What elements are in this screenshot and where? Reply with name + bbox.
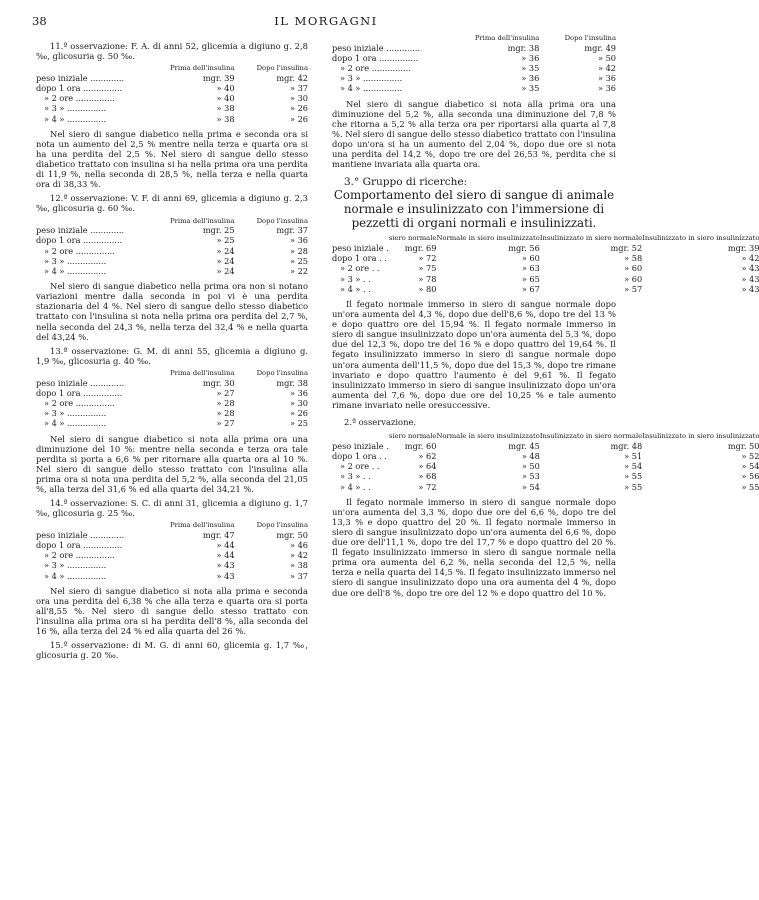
cell: mgr. 56 [508, 242, 540, 253]
row-label: dopo 1 ora . . [332, 450, 387, 461]
observation-text: Nel siero di sangue diabetico si nota alla prima ora una diminuzione del 5,2 %, alla seconda una diminuzione del 7,8 % che ritorna a 5,2 % alla terza ora per riportarsi alla quarta al 7,8 %. Nel siero di sangue dello stesso diabetico trattato con l'insulina dopo un'ora si ha un aumento del 2,04 %, dopo due ore si nota una perdita del 14,2 %, dopo tre ore del 26,53 %, perdita che si mantiene invariata alla quarta ora. [332, 98, 616, 170]
cell: mgr. 60 [404, 440, 437, 451]
cell: » 75 [418, 263, 437, 274]
table-row [332, 253, 759, 263]
cell: mgr. 50 [727, 440, 759, 451]
right-column [332, 34, 759, 602]
table-row [36, 378, 308, 388]
cell: » 27 [216, 418, 235, 429]
cell: » 64 [418, 461, 437, 472]
cell: » 50 [597, 52, 616, 63]
cell: » 55 [624, 481, 643, 492]
row-label: » 3 » ............... [44, 255, 107, 266]
cell: mgr. 50 [276, 529, 308, 540]
row-label: » 3 » ............... [44, 408, 107, 419]
table-row [332, 243, 759, 253]
table-header-row [36, 522, 308, 530]
observation-table [36, 522, 308, 581]
cell: » 30 [289, 397, 308, 408]
row-label: » 4 » ............... [44, 418, 107, 429]
cell: » 37 [289, 82, 308, 93]
cell: » 68 [418, 471, 437, 482]
row-label: peso iniziale ............. [36, 377, 125, 388]
row-label: » 4 » ............... [340, 83, 403, 94]
table-row [36, 530, 308, 540]
cell: » 36 [597, 73, 616, 84]
cell: » 25 [216, 235, 235, 246]
observation-text: Nel siero di sangue diabetico nella prima ora non si notano variazioni mentre dalla seconda in poi vi è una perdita stazionaria del 4 %. Nel siero di sangue dello stesso diabetico trattato con l'insulina si nota nella prima ora perdita del 2,7 %, nella seconda del 24,3 %, nella terza del 32,4 % e nella quarta del 43,24 %. [36, 281, 308, 342]
cell: » 58 [624, 253, 643, 264]
row-label: » 4 » . . [340, 481, 371, 492]
row-label: dopo 1 ora ............... [36, 387, 123, 398]
observation-table [36, 65, 308, 124]
table-row [332, 83, 616, 93]
running-title: IL MORGAGNI [274, 14, 378, 28]
cell: » 40 [216, 82, 235, 93]
cell: » 26 [289, 408, 308, 419]
cell: » 22 [289, 265, 308, 276]
row-label: » 2 ore . . [340, 461, 380, 472]
table-row [36, 571, 308, 581]
cell: » 56 [741, 471, 759, 482]
table-row [36, 560, 308, 570]
col-header-siero-normale: siero normale [388, 234, 437, 243]
table-row [36, 398, 308, 408]
cell: mgr. 47 [202, 529, 235, 540]
page-number: 38 [32, 14, 47, 28]
observation-heading: 13.ª osservazione: G. M. di anni 55, glicemia a digiuno g. 1,9 ‰, glicosuria g. 40 ‰. [36, 345, 308, 366]
col-header-normale-insulinizzato: Normale in siero insulinizzato [436, 432, 540, 441]
table-row [36, 73, 308, 83]
col-header-dopo: Dopo l'insulina [256, 216, 308, 225]
cell: mgr. 39 [202, 72, 235, 83]
left-column [36, 41, 308, 665]
col-header-prima: Prima dell'insulina [474, 34, 540, 42]
col-header-prima: Prima dell'insulina [170, 216, 235, 225]
observation-table [36, 218, 308, 277]
cell: » 28 [216, 408, 235, 419]
table-row [36, 83, 308, 93]
table-row [36, 388, 308, 398]
cell: mgr. 38 [507, 42, 540, 53]
cell: » 54 [624, 461, 643, 472]
row-label: peso iniziale ............. [36, 225, 125, 236]
section-title: 3.° Gruppo di ricerche: [344, 176, 468, 189]
cell: mgr. 69 [404, 242, 437, 253]
row-label: dopo 1 ora ............... [36, 235, 123, 246]
col-header-siero-normale: siero normale [388, 432, 437, 441]
table-header-row [36, 370, 308, 378]
col-header-insul-normale: Insulinizzato in siero normale [539, 234, 643, 243]
cell: » 62 [418, 450, 437, 461]
table-row [332, 284, 759, 294]
cell: » 28 [289, 245, 308, 256]
table-row [36, 225, 308, 235]
cell: » 24 [216, 245, 235, 256]
observation-table [332, 35, 616, 94]
cell: » 43 [741, 263, 759, 274]
section-subtitle-text: Comportamento del siero di sangue di animale normale e insulinizzato con l'immersione di pezzetti di organi normali e insulinizzati. [333, 188, 615, 231]
table-row [36, 550, 308, 560]
row-label: » 2 ore ............... [44, 550, 115, 561]
cell: » 28 [216, 397, 235, 408]
row-label: dopo 1 ora ............... [332, 52, 419, 63]
cell: » 25 [289, 418, 308, 429]
cell: » 53 [521, 471, 540, 482]
table-header-row [36, 218, 308, 226]
cell: » 38 [216, 113, 235, 124]
table-row [332, 43, 616, 53]
cell: » 78 [418, 273, 437, 284]
cell: » 48 [521, 450, 540, 461]
observation-table [36, 370, 308, 429]
table-row [332, 482, 759, 492]
cell: mgr. 25 [202, 225, 235, 236]
table-row [36, 408, 308, 418]
col-header-dopo: Dopo l'insulina [256, 368, 308, 377]
row-label: » 3 » ............... [340, 73, 403, 84]
row-label: dopo 1 ora . . [332, 253, 387, 264]
cell: » 80 [418, 283, 437, 294]
col-header-insul-insulinizzato: Insulinizzato in siero insulinizzato [642, 234, 759, 243]
row-label: peso iniziale ............. [36, 529, 125, 540]
table-row [332, 274, 759, 284]
cell: » 54 [741, 461, 759, 472]
cell: » 60 [521, 253, 540, 264]
cell: » 55 [624, 471, 643, 482]
observation-text: Nel siero di sangue diabetico si nota alla prima e seconda ora una perdita del 6,38 % che alla terza e quarta ora si porta all'8,55 %. Nel siero di sangue dello stesso trattato con l'insulina alla prima ora si ha perdita dell'8 %, alla seconda del 16 %, alla terza del 24 % ed alla quarta del 26 %. [36, 585, 308, 637]
cell: mgr. 49 [584, 42, 616, 53]
cell: » 60 [624, 273, 643, 284]
col-header-dopo: Dopo l'insulina [564, 34, 616, 42]
col-header-dopo: Dopo l'insulina [256, 64, 308, 73]
cell: » 72 [418, 481, 437, 492]
cell: » 65 [521, 273, 540, 284]
observation-2-heading: 2.ª osservazione. [344, 417, 417, 427]
row-label: » 2 ore ............... [44, 93, 115, 104]
cell: mgr. 39 [727, 242, 759, 253]
cell: » 67 [521, 283, 540, 294]
cell: » 27 [216, 387, 235, 398]
table-row [332, 471, 759, 481]
cell: » 52 [741, 450, 759, 461]
col-header-insul-normale: Insulinizzato in siero normale [539, 432, 643, 441]
row-label: » 3 » . . [340, 471, 371, 482]
row-label: peso iniziale . [332, 242, 389, 253]
cell: » 24 [216, 265, 235, 276]
table-row [36, 540, 308, 550]
cell: » 43 [741, 273, 759, 284]
table-row [332, 53, 616, 63]
cell: mgr. 48 [610, 440, 643, 451]
table-row [36, 93, 308, 103]
observation-heading: 15.ª osservazione: di M. G. di anni 60, glicemia g. 1,7 ‰, glicosuria g. 20 ‰. [36, 640, 308, 661]
cell: » 36 [597, 83, 616, 94]
cell: » 50 [521, 461, 540, 472]
table-row [332, 451, 759, 461]
table-header-row [332, 433, 759, 441]
table-row [332, 441, 759, 451]
cell: » 38 [216, 103, 235, 114]
cell: » 26 [289, 103, 308, 114]
cell: » 55 [741, 481, 759, 492]
cell: mgr. 52 [610, 242, 643, 253]
row-label: » 4 » ............... [44, 113, 107, 124]
cell: » 36 [521, 73, 540, 84]
cell: » 43 [741, 283, 759, 294]
cell: » 42 [597, 63, 616, 73]
table-row [332, 263, 759, 273]
group-text-1: Il fegato normale immerso in siero di sangue normale dopo un'ora aumenta del 4,3 %, dopo due dell'8,6 %, dopo tre del 13 % e dopo quattro ore del 15,94 %. Il fegato normale immerso in siero di sangue insulinizzato dopo un'ora aumenta del 5,3 %, dopo due del 12,3 %, dopo tre del 16 % e dopo quattro del 19,64 %. Il fegato insulinizzato immerso in siero di sangue normale dopo un'ora aumenta dell'11,5 %, dopo due del 15,3 %, dopo tre rimane invariato e dopo quattro l'aumento è del 9,61 %. Il fegato insulinizzato immerso in siero di sangue insulinizzato dopo un'ora aumenta del 7,6 %, dopo due ore del 10,25 % e tale aumento rimane invariato nelle oresuccessive. [332, 298, 616, 410]
table-row [36, 418, 308, 428]
table-row [36, 266, 308, 276]
section-subtitle [332, 188, 616, 230]
cell: » 44 [216, 550, 235, 561]
observation-heading: 14.ª osservazione: S. C. di anni 31, glicemia a digiuno g. 1,7 ‰, glicosuria g. 25 ‰. [36, 498, 308, 519]
row-label: » 2 ore ............... [44, 245, 115, 256]
cell: mgr. 38 [276, 377, 308, 388]
table-header-row [332, 235, 759, 243]
cell: » 35 [521, 63, 540, 73]
col-header-dopo: Dopo l'insulina [256, 521, 308, 530]
group-text-2: Il fegato normale immerso in siero di sangue normale dopo un'ora aumenta del 3,3 %, dopo due ore del 6,6 %, dopo tre del 13,3 % e dopo quattro del 20 %. Il fegato normale immerso in siero di sangue insulinizzato dopo un'ora aumenta del 6,6 %, dopo due ore dell'11,1 %, dopo tre del 17,7 % e dopo quattro del 20 %. Il fegato insulinizzato immerso in siero di sangue normale nella prima ora aumenta del 6,2 %, nella seconda del 12,5 %, nella terza e nella quarta del 14,5 %. Il fegato insulinizzato immerso nel siero di sangue insulinizzato dopo una ora aumenta del 4 %, dopo due ore dell'8 %, dopo tre ore del 12 % e dopo quattro del 10 %. [332, 496, 616, 598]
cell: » 43 [216, 570, 235, 581]
table-row [36, 235, 308, 245]
row-label: » 4 » . . [340, 283, 371, 294]
row-label: » 4 » ............... [44, 570, 107, 581]
row-label: peso iniziale ............. [332, 42, 421, 53]
table-row [36, 256, 308, 266]
col-header-prima: Prima dell'insulina [170, 64, 235, 73]
cell: mgr. 42 [276, 72, 308, 83]
cell: » 54 [521, 481, 540, 492]
col-header-prima: Prima dell'insulina [170, 521, 235, 530]
table-row [36, 103, 308, 113]
cell: » 25 [289, 255, 308, 266]
table-row [332, 73, 616, 83]
col-header-normale-insulinizzato: Normale in siero insulinizzato [436, 234, 540, 243]
cell: » 44 [216, 540, 235, 551]
cell: mgr. 37 [276, 225, 308, 236]
cell: » 35 [521, 83, 540, 94]
group-table-1 [332, 235, 759, 294]
observation-text: Nel siero di sangue diabetico si nota alla prima ora una diminuzione del 10 %: mentre nella seconda e terza ora tale perdita si porta a 6,6 % per ritornare alla quarta ora al 10 %. Nel siero di sangue dello stesso trattato con l'insulina alla prima ora si nota una perdita del 5,2 %, alla seconda del 21,05 %, alla terza del 31,6 % ed alla quarta del 34,21 %. [36, 433, 308, 494]
row-label: » 2 ore ............... [340, 63, 411, 73]
cell: » 30 [289, 93, 308, 104]
cell: » 42 [289, 550, 308, 561]
cell: » 37 [289, 570, 308, 581]
row-label: » 3 » . . [340, 273, 371, 284]
group-table-2 [332, 433, 759, 492]
cell: » 72 [418, 253, 437, 264]
row-label: » 2 ore ............... [44, 397, 115, 408]
cell: » 63 [521, 263, 540, 274]
table-header-row [332, 35, 616, 43]
cell: » 40 [216, 93, 235, 104]
cell: » 36 [289, 235, 308, 246]
table-header-row [36, 65, 308, 73]
cell: » 42 [741, 253, 759, 264]
cell: » 36 [521, 52, 540, 63]
row-label: » 3 » ............... [44, 560, 107, 571]
row-label: dopo 1 ora ............... [36, 540, 123, 551]
cell: » 26 [289, 113, 308, 124]
row-label: » 2 ore . . [340, 263, 380, 274]
table-row [332, 63, 616, 73]
cell: » 43 [216, 560, 235, 571]
row-label: » 4 » ............... [44, 265, 107, 276]
col-header-insul-insulinizzato: Insulinizzato in siero insulinizzato [642, 432, 759, 441]
page-header [32, 14, 620, 30]
cell: » 46 [289, 540, 308, 551]
cell: » 38 [289, 560, 308, 571]
table-row [36, 246, 308, 256]
cell: mgr. 30 [202, 377, 235, 388]
cell: » 51 [624, 450, 643, 461]
cell: mgr. 45 [508, 440, 540, 451]
col-header-prima: Prima dell'insulina [170, 368, 235, 377]
table-row [332, 461, 759, 471]
cell: » 36 [289, 387, 308, 398]
table-row [36, 114, 308, 124]
row-label: peso iniziale . [332, 440, 389, 451]
observation-heading: 12.ª osservazione: V. F. di anni 69, glicemia a digiuno g. 2,3 ‰, glicosuria g. 60 ‰. [36, 193, 308, 214]
cell: » 57 [624, 283, 643, 294]
row-label: peso iniziale ............. [36, 72, 125, 83]
row-label: » 3 » ............... [44, 103, 107, 114]
row-label: dopo 1 ora ............... [36, 82, 123, 93]
observation-heading: 11.ª osservazione: F. A. di anni 52, glicemia a digiuno g. 2,8 ‰, glicosuria g. 50 ‰. [36, 41, 308, 62]
cell: » 60 [624, 263, 643, 274]
observation-text: Nel siero di sangue diabetico nella prima e seconda ora si nota un aumento del 2,5 % mentre nella terza e quarta ora si ha una perdita del 2,5 %. Nel siero di sangue dello stesso diabetico trattato con insulina si ha nella prima ora una perdita di 11,9 %, nella seconda di 28,5 %, nella terza e nella quarta ora di 38,33 %. [36, 128, 308, 190]
cell: » 24 [216, 255, 235, 266]
